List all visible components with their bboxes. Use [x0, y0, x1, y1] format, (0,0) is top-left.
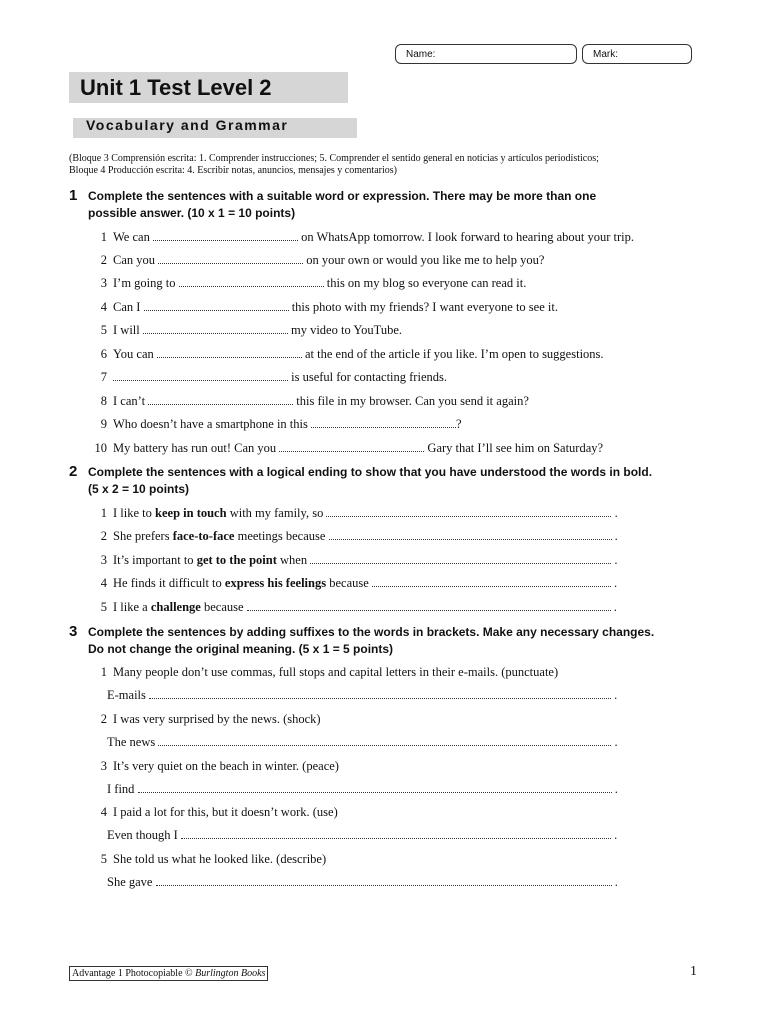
item-text-before: I’m going to: [113, 276, 176, 290]
q1-item: [88, 299, 558, 316]
item-start-words: The news: [107, 735, 156, 749]
q2-item: [88, 552, 617, 569]
item-text-after: because: [329, 576, 369, 590]
item-text-before: Who doesn’t have a smartphone in this: [113, 417, 308, 431]
item-number: 5: [100, 852, 107, 866]
q2-answer-blank[interactable]: [329, 529, 612, 540]
q1-item: [88, 229, 634, 246]
item-sentence: I was very surprised by the news. (shock): [113, 712, 321, 726]
item-number: 5: [100, 323, 107, 337]
q1-number: 1: [69, 187, 78, 204]
item-text-before: She prefers: [113, 529, 170, 543]
page-title: Unit 1 Test Level 2: [80, 75, 272, 100]
q1-answer-blank[interactable]: [144, 300, 289, 311]
period: .: [614, 875, 618, 889]
q2-item: [88, 599, 617, 616]
q1-answer-blank[interactable]: [158, 253, 303, 264]
q1-instruction-1: Complete the sentences with a suitable word or expression. There may be more than one: [88, 189, 597, 203]
item-text-before: Can you: [113, 253, 156, 267]
q2-item: [88, 575, 617, 592]
q3-item-sentence: [88, 711, 321, 728]
q3-number: 3: [69, 623, 78, 640]
q1-item: [88, 252, 544, 269]
q1-answer-blank[interactable]: [311, 417, 456, 428]
q1-answer-blank[interactable]: [157, 347, 302, 358]
item-text-after: because: [203, 600, 244, 614]
bloque-line-2: Bloque 4 Producción escrita: 4. Escribir notas, anuncios, mensajes y comentarios): [69, 165, 397, 176]
item-number: 1: [100, 665, 107, 679]
item-number: 1: [100, 506, 107, 520]
period: .: [614, 828, 618, 842]
item-bold-phrase: face-to-face: [172, 529, 235, 543]
item-number: 4: [100, 805, 107, 819]
name-field[interactable]: [395, 44, 577, 64]
q1-item: [88, 275, 526, 292]
period: .: [614, 688, 618, 702]
item-text-after: this file in my browser. Can you send it again?: [296, 394, 529, 408]
item-start-words: E-mails: [107, 688, 146, 702]
q3-answer-blank[interactable]: [156, 875, 612, 886]
footer-credit: [69, 966, 268, 981]
q2-answer-blank[interactable]: [247, 600, 611, 611]
item-number: 3: [100, 553, 107, 567]
q2-instruction-1: Complete the sentences with a logical ending to show that you have understood the words in bold.: [88, 465, 653, 479]
item-number: 5: [100, 600, 107, 614]
q2-item: [88, 505, 618, 522]
item-number: 7: [100, 370, 107, 384]
item-bold-phrase: challenge: [150, 600, 201, 614]
q1-item: [88, 346, 604, 363]
item-number: 4: [100, 300, 107, 314]
item-number: 3: [100, 759, 107, 773]
item-sentence: She told us what he looked like. (describe): [113, 852, 327, 866]
q3-answer-blank[interactable]: [181, 828, 611, 839]
item-bold-phrase: get to the point: [196, 553, 277, 567]
mark-label: Mark:: [593, 49, 618, 60]
name-label: Name:: [406, 49, 436, 60]
item-text-after: ?: [456, 417, 462, 431]
q1-answer-blank[interactable]: [153, 230, 298, 241]
q3-item-sentence: [88, 664, 558, 681]
bloque-line-1: (Bloque 3 Comprensión escrita: 1. Comprender instrucciones; 5. Comprender el sentido general en noticias y artículos periodísticos;: [69, 153, 599, 164]
item-text-after: with my family, so: [229, 506, 324, 520]
item-text-before: You can: [113, 347, 154, 361]
item-number: 3: [100, 276, 107, 290]
q1-answer-blank[interactable]: [113, 370, 288, 381]
item-text-after: on WhatsApp tomorrow. I look forward to hearing about your trip.: [301, 230, 634, 244]
q3-answer-blank[interactable]: [158, 735, 611, 746]
q1-item: [88, 369, 447, 386]
item-number: 9: [100, 417, 107, 431]
item-number: 10: [94, 441, 107, 455]
item-number: 1: [100, 230, 107, 244]
footer-text: Advantage 1 Photocopiable ©: [72, 968, 196, 979]
period: .: [614, 576, 618, 590]
q2-instruction-2: (5 x 2 = 10 points): [88, 482, 190, 496]
q3-instruction-1: Complete the sentences by adding suffixes to the words in brackets. Make any necessary changes.: [88, 625, 655, 639]
item-number: 8: [100, 394, 107, 408]
q3-item-rewrite: [107, 734, 618, 751]
item-text-before: It’s important to: [113, 553, 194, 567]
item-text-before: We can: [113, 230, 150, 244]
item-bold-phrase: keep in touch: [155, 506, 227, 520]
item-text-before: I like a: [113, 600, 148, 614]
q3-instruction-2: Do not change the original meaning. (5 x 1 = 5 points): [88, 642, 394, 656]
q1-item: [88, 440, 603, 457]
item-text-after: Gary that I’ll see him on Saturday?: [427, 441, 604, 455]
item-start-words: Even though I: [107, 828, 178, 842]
q1-answer-blank[interactable]: [279, 441, 424, 452]
q3-item-rewrite: [107, 827, 617, 844]
q3-item-rewrite: [107, 687, 617, 704]
item-start-words: She gave: [107, 875, 153, 889]
q2-answer-blank[interactable]: [326, 506, 611, 517]
item-text-before: My battery has run out! Can you: [113, 441, 277, 455]
period: .: [614, 782, 618, 796]
q2-answer-blank[interactable]: [372, 576, 611, 587]
q2-number: 2: [69, 463, 78, 480]
q1-item: [88, 322, 402, 339]
period: .: [614, 553, 618, 567]
item-sentence: I paid a lot for this, but it doesn’t work. (use): [113, 805, 338, 819]
q1-answer-blank[interactable]: [143, 323, 288, 334]
item-text-after: on your own or would you like me to help you?: [306, 253, 545, 267]
mark-field[interactable]: [582, 44, 692, 64]
period: .: [613, 600, 617, 614]
item-number: 2: [100, 253, 107, 267]
q3-answer-blank[interactable]: [138, 782, 612, 793]
item-text-after: my video to YouTube.: [290, 323, 403, 337]
item-text-after: meetings because: [237, 529, 326, 543]
period: .: [614, 529, 618, 543]
item-start-words: I find: [107, 782, 135, 796]
item-text-before: He finds it difficult to: [113, 576, 222, 590]
q1-item: [88, 393, 529, 410]
q3-item-sentence: [88, 758, 339, 775]
item-number: 2: [100, 529, 107, 543]
footer-publisher: Burlington Books: [195, 968, 266, 979]
q2-answer-blank[interactable]: [310, 553, 611, 564]
q3-item-rewrite: [107, 781, 618, 798]
period: .: [614, 735, 618, 749]
item-text-after: this photo with my friends? I want everyone to see it.: [291, 300, 558, 314]
q1-item: [88, 416, 462, 433]
item-text-before: Can I: [113, 300, 141, 314]
item-number: 4: [100, 576, 107, 590]
item-text-after: when: [280, 553, 308, 567]
item-text-before: I like to: [113, 506, 152, 520]
item-text-after: this on my blog so everyone can read it.: [326, 276, 527, 290]
q3-answer-blank[interactable]: [149, 688, 611, 699]
q1-instruction-2: possible answer. (10 x 1 = 10 points): [88, 206, 296, 220]
item-text-before: I will: [113, 323, 140, 337]
q3-item-sentence: [88, 851, 326, 868]
period: .: [614, 506, 618, 520]
item-sentence: Many people don’t use commas, full stops and capital letters in their e-mails. (punctuate): [113, 665, 559, 679]
item-number: 6: [100, 347, 107, 361]
q2-item: [88, 528, 618, 545]
q3-item-sentence: [88, 804, 338, 821]
q3-item-rewrite: [107, 874, 618, 891]
item-sentence: It’s very quiet on the beach in winter. (peace): [113, 759, 339, 773]
q1-answer-blank[interactable]: [148, 394, 293, 405]
section-subtitle: Vocabulary and Grammar: [86, 117, 289, 133]
item-text-after: is useful for contacting friends.: [291, 370, 447, 384]
item-bold-phrase: express his feelings: [224, 576, 327, 590]
item-text-before: I can’t: [113, 394, 146, 408]
item-number: 2: [100, 712, 107, 726]
page-number: 1: [690, 964, 697, 979]
item-text-after: at the end of the article if you like. I’m open to suggestions.: [305, 347, 604, 361]
q1-answer-blank[interactable]: [179, 276, 324, 287]
